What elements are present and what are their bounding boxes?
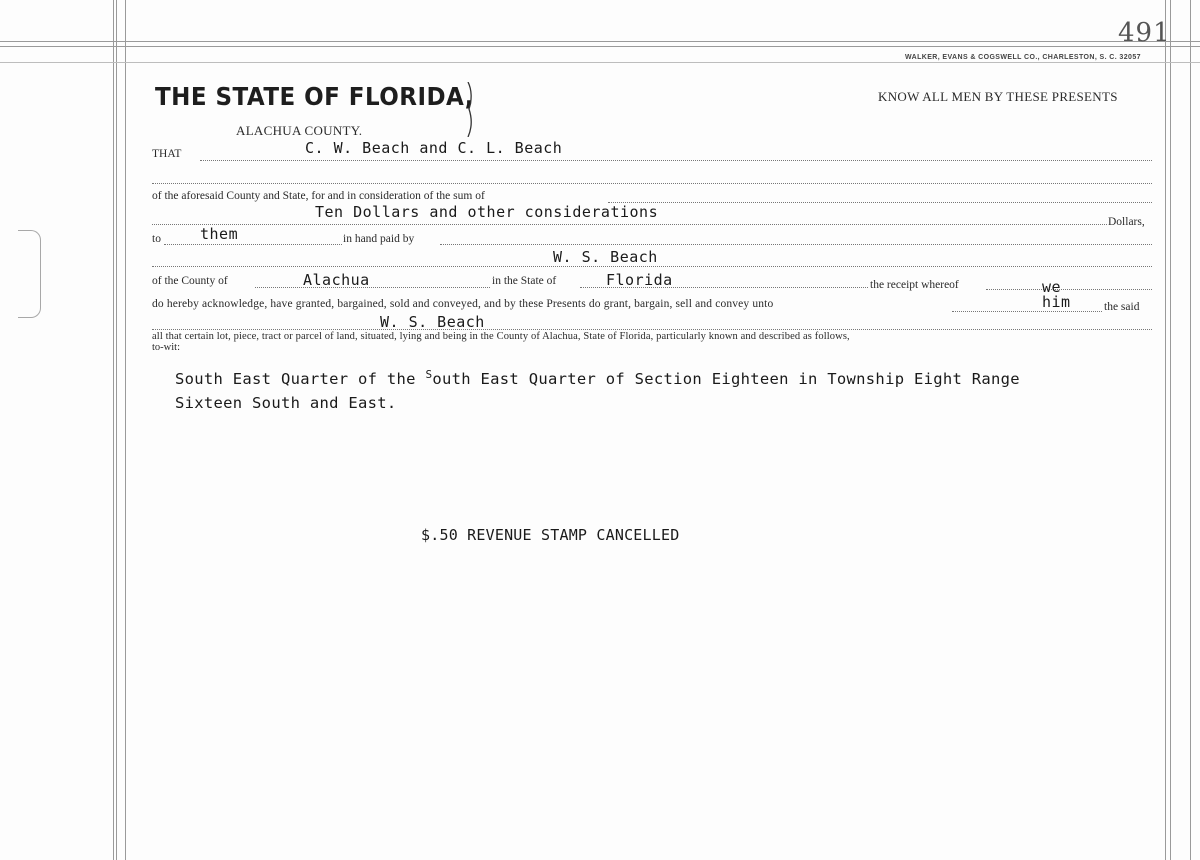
dollars-label: Dollars, (1108, 216, 1145, 228)
in-hand-paid-by-label: in hand paid by (343, 233, 415, 245)
top-rule-3 (0, 62, 1200, 63)
to-whom-value: them (200, 225, 239, 243)
paid-by-value: W. S. Beach (553, 248, 658, 266)
revenue-stamp-note: $.50 REVENUE STAMP CANCELLED (421, 526, 680, 544)
grantee-value: W. S. Beach (380, 313, 485, 331)
county-line (255, 287, 490, 288)
paid-by-line-2 (152, 266, 1152, 267)
state-title: THE STATE OF FLORIDA, (155, 82, 474, 111)
the-said-label: the said (1104, 301, 1140, 313)
state-value: Florida (606, 271, 673, 289)
county-heading: ALACHUA COUNTY. (236, 123, 363, 138)
description-line1-b: outh East Quarter of Section Eighteen in Township Eight Range (432, 370, 1020, 388)
that-line (200, 160, 1152, 161)
know-all-heading: KNOW ALL MEN BY THESE PRESENTS (878, 89, 1118, 104)
bracket-mark (466, 82, 474, 137)
county-of-label: of the County of (152, 275, 228, 287)
grantee-line (152, 329, 1152, 330)
right-edge-rule (1190, 0, 1191, 860)
unto-line (952, 311, 1102, 312)
grantors-value: C. W. Beach and C. L. Beach (305, 139, 563, 157)
receipt-whereof-label: the receipt whereof (870, 279, 959, 291)
land-description (175, 368, 1135, 414)
sum-value: Ten Dollars and other considerations (315, 203, 659, 221)
receipt-by-value: we (1042, 278, 1062, 296)
acknowledge-label: do hereby acknowledge, have granted, bargained, sold and conveyed, and by these Presents do grant, bargain, sell and convey unto (152, 298, 774, 310)
right-margin-rule (1165, 0, 1166, 860)
sum-line (152, 224, 1107, 225)
description-line2: Sixteen South and East. (175, 394, 397, 412)
receipt-line (986, 289, 1152, 290)
top-rule (0, 41, 1200, 42)
binder-hole (18, 230, 41, 318)
description-line1-sup: S (425, 368, 433, 381)
to-label: to (152, 233, 161, 245)
description-line1-a: South East Quarter of the (175, 370, 426, 388)
unto-value: him (1042, 293, 1071, 311)
paid-by-line (440, 244, 1152, 245)
left-margin-rule (113, 0, 114, 860)
top-rule-2 (0, 46, 1200, 47)
left-margin-rule-2 (125, 0, 126, 860)
left-margin-rule-inner (116, 0, 117, 860)
state-of-label: in the State of (492, 275, 557, 287)
all-that-label: all that certain lot, piece, tract or parcel of land, situated, lying and being in the County of Alachua, State of Florida, particularly known and described as follows, (152, 331, 850, 342)
blank-line (152, 183, 1152, 184)
county-value: Alachua (303, 271, 370, 289)
to-line (164, 244, 342, 245)
consideration-label: of the aforesaid County and State, for and in consideration of the sum of (152, 190, 485, 202)
to-wit-label: to-wit: (152, 342, 180, 353)
consideration-line (608, 202, 1152, 203)
page-number: 491 (1118, 18, 1171, 48)
right-margin-rule-2 (1170, 0, 1171, 860)
that-label: THAT (152, 148, 182, 160)
printer-imprint: WALKER, EVANS & COGSWELL CO., CHARLESTON, S. C. 32057 (905, 54, 1141, 61)
